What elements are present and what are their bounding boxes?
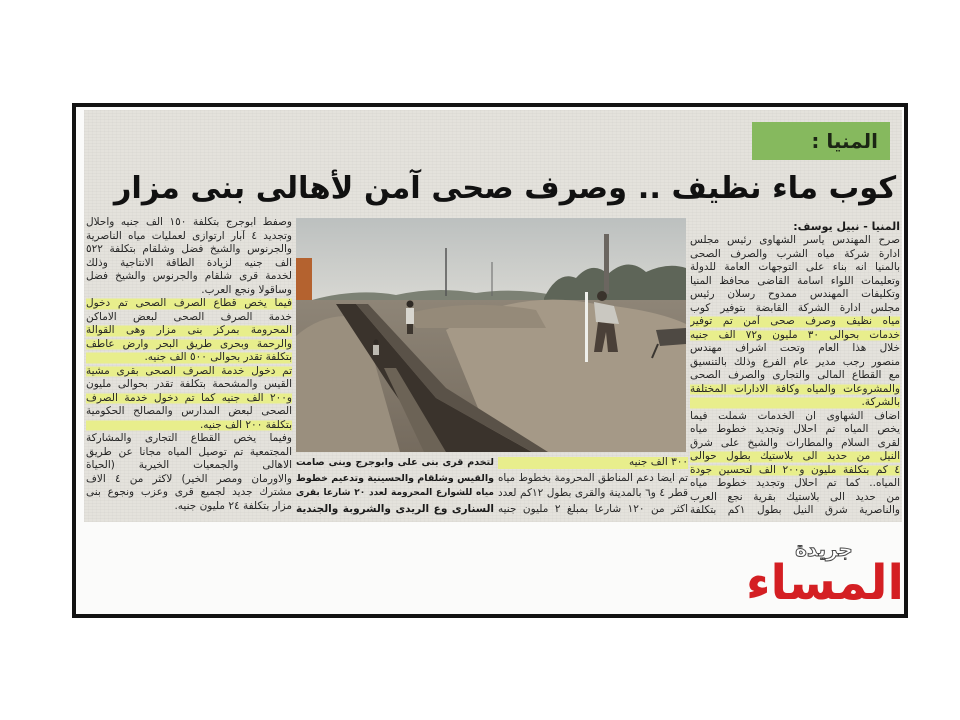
text-line: مجلس ادارة الشركة القابضة بتوفير كوب <box>690 301 900 314</box>
text-line: لقرى السلام والمطارات والشيخ على شرق <box>690 436 900 449</box>
text-line: المحرومة بمركز بنى مزار وهى القوالة <box>86 324 292 336</box>
article-headline: كوب ماء نظيف .. وصرف صحى آمن لأهالى بنى مزار <box>113 171 897 206</box>
caption-line: مياه للشوارع المحرومة لعدد ٢٠ شارعا بقرى <box>296 488 494 498</box>
caption-line: لتخدم قرى بنى على وابوجرج وبنى صامت <box>296 457 494 468</box>
article-photo <box>296 218 686 452</box>
text-line: يخص المياه تم احلال وتجديد خطوط مياه <box>690 423 900 435</box>
text-line: بالمنيا انه بناء على التوجهات العامة للدولة <box>690 261 900 273</box>
text-line: والرحمة وبحرى طريق البحر وارض عاطف <box>86 337 292 350</box>
text-line: تم ايضا دعم المناطق المحرومة بخطوط مياه <box>498 471 688 484</box>
worker-legs <box>407 324 413 334</box>
text-line: القيس والمشحمة بتكلفة تقدر بحوالى مليون <box>86 378 292 390</box>
text-line: الاهالى والجمعيات الخيرية (الحياة <box>86 459 292 471</box>
photo-caption <box>296 455 494 517</box>
text-line: وصفط ابوجرج بتكلفة ١٥٠ الف جنيه واحلال <box>86 216 292 228</box>
text-line: وفيما يخص القطاع التجارى والمشاركة <box>86 432 292 444</box>
text-line: والمشروعات والمياه وكافة الادارات المختلفة <box>690 382 900 395</box>
text-line: الصحى لبعض المدارس والمصالح الحكومية <box>86 405 292 417</box>
worker-head <box>597 291 607 301</box>
text-line: وساقولا ونجع العرب. <box>201 283 292 296</box>
text-line: ٣٠٠ الف جنيه <box>498 455 688 471</box>
photo-worker-trench <box>406 301 414 335</box>
text-line: وتجديد ٤ آبار ارتوازى لعمليات مياه الناصرية <box>86 229 292 242</box>
wheelbarrow-tray <box>656 328 686 346</box>
byline: المنيا - نبيل يوسف: <box>793 220 900 233</box>
text-line: لخدمة قرى شلقام والجرنوس والشيخ فضل <box>86 270 292 282</box>
text-line: ادارة شركة مياه الشرب والصرف الصحى <box>690 247 900 260</box>
text-line: النيل من حديد الى بلاستيك بطول حوالى <box>690 450 900 462</box>
worker-head <box>407 301 414 308</box>
text-line: خدمات بحوالى ٣٠ مليون و٧٢ الف جنيه <box>690 328 900 341</box>
caption-line: السنارى وع الريدى والشروبة والجندية <box>296 502 494 515</box>
text-line: وتكليفات المهندس ممدوح رسلان رئيس <box>690 288 900 300</box>
photo-worker-distant <box>373 340 379 356</box>
text-line: مع القطاع المالى والتجارى والصرف الصحى <box>690 369 900 381</box>
text-line: من حديد الى بلاستيك بقرية نجع العرب <box>690 490 900 503</box>
worker-body <box>406 308 414 324</box>
right-column <box>690 219 900 518</box>
photo-survey-pole <box>604 234 609 294</box>
photo-illustration <box>296 218 686 452</box>
text-line: وتعليمات اللواء اسامة القاضى محافظ المنيا <box>690 274 900 287</box>
center-column <box>498 455 688 517</box>
text-line: والجرنوس والشيخ فضل وشلقام بتكلفة ٥٢٢ <box>86 243 292 255</box>
worker-body <box>373 345 379 355</box>
caption-line: والقيس وشلقام والحسينية وتدعيم خطوط <box>296 472 494 484</box>
text-line: المجتمعية تم توصيل المياه مجانا عن طريق <box>86 445 292 458</box>
text-line: تم دخول خدمة الصرف الصحى بقرى مشية <box>86 364 292 377</box>
text-line: منصور رجب مدير عام الفرع وذلك بالتنسيق <box>690 355 900 368</box>
text-line: قطر ٤ و٦ بالمدينة والقرى بطول ١٢كم لعدد <box>498 487 688 499</box>
text-line: والاورمان ومصر الخير) لاكثر من ٤ الاف <box>86 472 292 485</box>
text-line: الف جنيه لزيادة الطاقة الانتاجية وذلك <box>86 256 292 269</box>
text-line: اضاف الشهاوى ان الخدمات شملت فيما <box>690 409 900 422</box>
text-line: مياه نظيف وصرف صحى آمن تم توفير <box>690 315 900 327</box>
text-line: فيما يخص قطاع الصرف الصحى تم دخول <box>86 297 292 309</box>
newspaper-logo-small: جريدة <box>795 537 853 561</box>
text-line: مشترك جديد لجميع قرى وعزب ونجوع بنى <box>86 486 292 498</box>
photo-leveling-staff <box>585 292 588 362</box>
text-line: بالشركة. <box>690 396 900 410</box>
text-line: اكثر من ١٢٠ شارعا بمبلغ ٢ مليون جنيه <box>498 502 688 515</box>
text-line: المياه.. كما تم احلال وتجديد خطوط مياه <box>690 477 900 489</box>
text-line: و٢٠٠ الف جنيه كما تم دخول خدمة الصرف <box>86 391 292 404</box>
worker-head <box>374 340 379 345</box>
text-line: خدمة الصرف الصحى لبعض الاماكن <box>86 310 292 323</box>
newspaper-logo: المساء <box>746 555 904 611</box>
section-tag: المنيا : <box>752 122 890 160</box>
text-line: بتكلفة تقدر بحوالى ٥٠٠ الف جنيه. <box>86 351 292 365</box>
left-column <box>86 216 292 513</box>
text-line: مزار بتكلفة ٢٤ مليون جنيه. <box>174 499 292 512</box>
text-line: صرح المهندس ياسر الشهاوى رئيس مجلس <box>690 234 900 246</box>
text-line: خلال هذا العام وتحت اشراف مهندس <box>690 342 900 354</box>
text-line: والناصرية شرق النيل بطول ١كم بتكلفة <box>690 504 900 516</box>
text-line: بتكلفة ٢٠٠ الف جنيه. <box>86 419 292 433</box>
text-line: ٤ كم بتكلفة مليون و٢٠٠ الف لتحسين جودة <box>690 463 900 476</box>
